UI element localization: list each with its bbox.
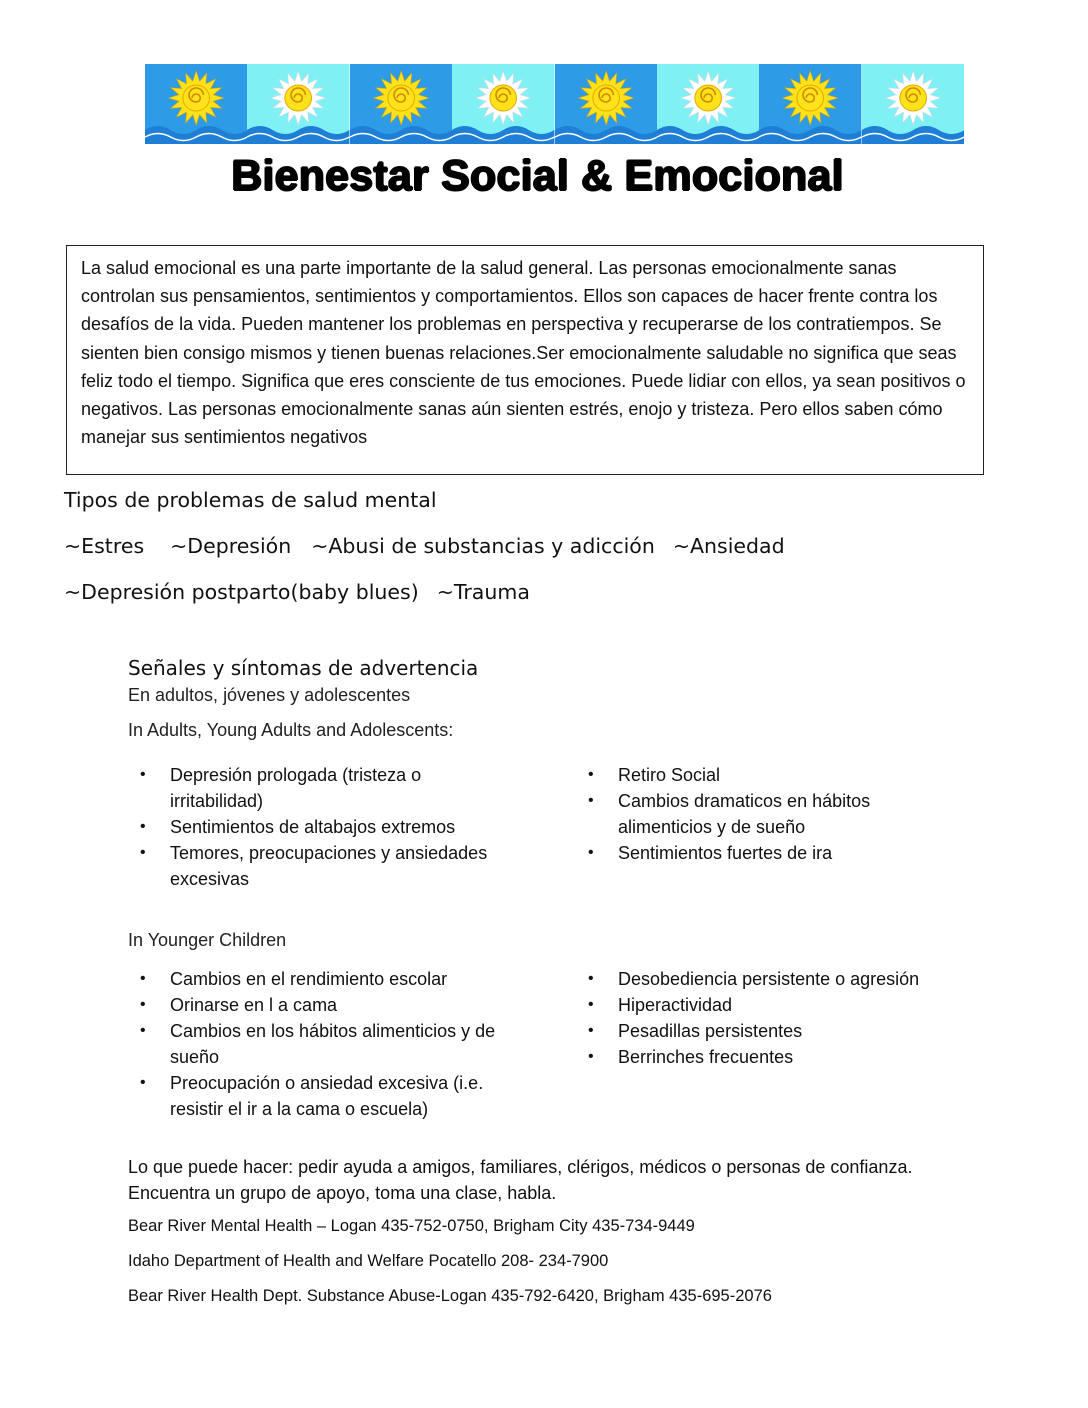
sun-tile-2 [247, 64, 349, 144]
sun-tile-8 [862, 64, 964, 144]
yellow-sun-icon [759, 64, 861, 144]
list-item: • Depresión prologada (tristeza o irritabilidad) [128, 762, 508, 814]
signs-subheading-es: En adultos, jóvenes y adolescentes [128, 685, 411, 705]
contact-line: Bear River Mental Health – Logan 435-752-0750, Brigham City 435-734-9449 [128, 1217, 695, 1235]
sun-tile-1 [145, 64, 247, 144]
yellow-sun-icon [350, 64, 452, 144]
contact-line: Idaho Department of Health and Welfare Pocatello 208- 234-7900 [128, 1252, 609, 1270]
sun-tile-7 [759, 64, 861, 144]
types-heading: Tipos de problemas de salud mental [64, 488, 437, 512]
list-item: • Retiro Social [576, 762, 906, 788]
white-sun-icon [862, 64, 964, 144]
type-item: ~Depresión postparto(baby blues) [64, 580, 419, 604]
children-list-right [576, 966, 956, 1070]
list-item: • Cambios en el rendimiento escolar [128, 966, 508, 992]
type-item: ~Abusi de substancias y adicción [311, 534, 655, 558]
page-title: Bienestar Social & Emocional [231, 152, 844, 200]
younger-children-heading: In Younger Children [128, 930, 287, 950]
type-item: ~Trauma [436, 580, 530, 604]
list-item: • Desobediencia persistente o agresión [576, 966, 956, 992]
list-item: • Berrinches frecuentes [576, 1044, 956, 1070]
list-item: • Pesadillas persistentes [576, 1018, 956, 1044]
adults-list-left [128, 762, 508, 892]
adults-list-right [576, 762, 906, 866]
list-item: • Cambios dramaticos en hábitos alimenticios y de sueño [576, 788, 906, 840]
list-item: • Preocupación o ansiedad excesiva (i.e. resistir el ir a la cama o escuela) [128, 1070, 508, 1122]
type-item: ~Ansiedad [672, 534, 785, 558]
yellow-sun-icon [145, 64, 247, 144]
intro-box [66, 245, 984, 475]
intro-paragraph: La salud emocional es una parte importante de la salud general. Las personas emocionalmente sanas controlan sus pensamientos, sentimientos y comportamientos. Ellos son capaces de hacer frente contra los desafíos de la vida. Pueden mantener los problemas en perspectiva y recuperarse de los contratiempos. Se sienten bien consigo mismos y tienen buenas relaciones.Ser emocionalmente saludable no significa que seas feliz todo el tiempo. Significa que eres consciente de tus emociones. Puede lidiar con ellos, ya sean positivos o negativos. Las personas emocionalmente sanas aún sienten estrés, enojo y tristeza. Pero ellos saben cómo manejar sus sentimientos negativos [81, 258, 966, 448]
contact-line: Bear River Health Dept. Substance Abuse-Logan 435-792-6420, Brigham 435-695-2076 [128, 1287, 772, 1305]
white-sun-icon [247, 64, 349, 144]
signs-heading: Señales y síntomas de advertencia [128, 656, 479, 680]
signs-subheading-en: In Adults, Young Adults and Adolescents: [128, 720, 454, 740]
yellow-sun-icon [555, 64, 657, 144]
advice-paragraph: Lo que puede hacer: pedir ayuda a amigos, familiares, clérigos, médicos o personas de confianza. Encuentra un grupo de apoyo, toma una clase, habla. [128, 1157, 913, 1203]
list-item: • Sentimientos fuertes de ira [576, 840, 906, 866]
sun-tile-3 [350, 64, 452, 144]
sun-tile-6 [657, 64, 759, 144]
list-item: • Orinarse en l a cama [128, 992, 508, 1018]
types-row-1 [64, 534, 785, 558]
white-sun-icon [657, 64, 759, 144]
sun-tile-4 [452, 64, 554, 144]
list-item: • Temores, preocupaciones y ansiedades excesivas [128, 840, 508, 892]
children-list-left [128, 966, 508, 1122]
white-sun-icon [452, 64, 554, 144]
sun-tile-5 [555, 64, 657, 144]
list-item: • Cambios en los hábitos alimenticios y de sueño [128, 1018, 508, 1070]
list-item: • Sentimientos de altabajos extremos [128, 814, 508, 840]
type-item: ~Estres [64, 534, 145, 558]
sun-banner [145, 64, 964, 144]
type-item: ~Depresión [170, 534, 292, 558]
list-item: • Hiperactividad [576, 992, 956, 1018]
types-row-2 [64, 580, 530, 604]
